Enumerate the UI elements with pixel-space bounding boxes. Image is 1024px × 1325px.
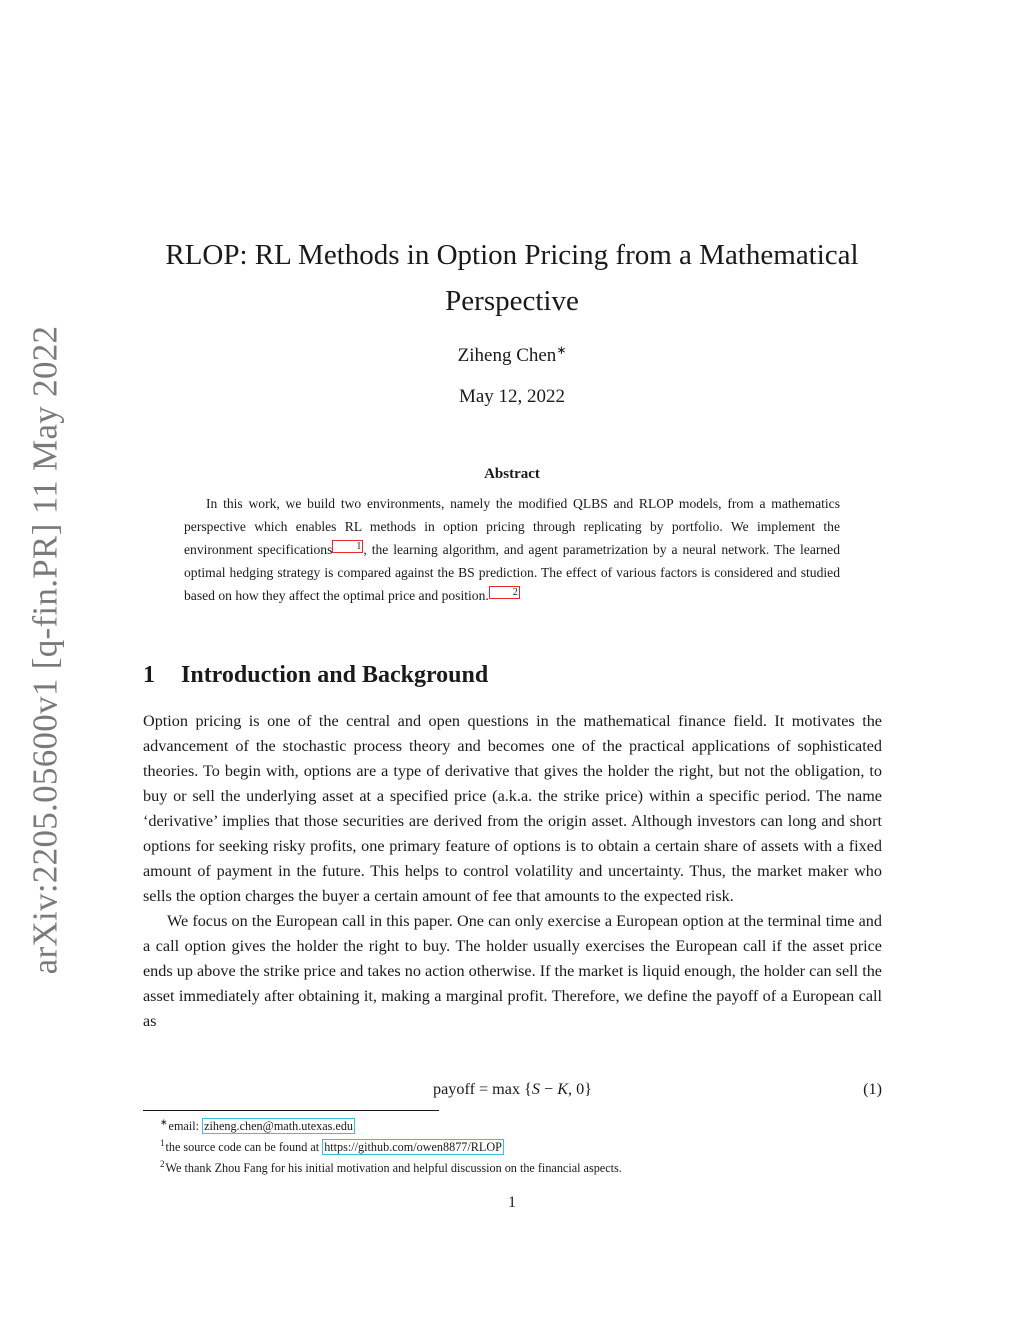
footnote-mark: 1: [160, 1138, 165, 1148]
footnote-email: [160, 1114, 622, 1135]
github-link[interactable]: https://github.com/owen8877/RLOP: [324, 1140, 502, 1154]
footnote-text: email:: [168, 1119, 203, 1133]
equation-number: (1): [863, 1080, 882, 1098]
paper-date: May 12, 2022: [458, 386, 566, 407]
paper-title: RLOP: RL Methods in Option Pricing from a Mathematical Perspective: [165, 239, 859, 317]
footnotes: [160, 1114, 622, 1177]
equation-var-s: S: [531, 1080, 540, 1098]
equation-1: [143, 1080, 882, 1104]
section-number: 1: [143, 662, 155, 688]
footnote-source-code: [160, 1135, 622, 1156]
author-footnote-mark[interactable]: ∗: [556, 343, 567, 357]
abstract-text: [184, 492, 840, 607]
paragraph-1: Option pricing is one of the central and open questions in the mathematical finance field. It motivates the advancement of the stochastic process theory and becomes one of the practical applications of sophisticated theories. To begin with, options are a type of derivative that gives the holder the right, but not the obligation, to buy or sell the underlying asset at a specified price (a.k.a. the strike price) within a specific period. The name ‘derivative’ implies that those securities are derived from the origin asset. Although investors can long and short options for seeking risky profits, one primary feature of options is to obtain a certain share of assets with a fixed amount of payment in the future. This helps to control volatility and uncertainty. Thus, the market maker who sells the option charges the buyer a certain amount of fee that amounts to the expected risk.: [143, 712, 882, 905]
section-heading: [143, 662, 488, 689]
equation-rhs: , 0}: [568, 1080, 592, 1098]
footnote-text: the source code can be found at: [165, 1140, 323, 1154]
author-name: Ziheng Chen: [457, 345, 557, 366]
email-link[interactable]: ziheng.chen@math.utexas.edu: [204, 1119, 354, 1133]
abstract-heading: Abstract: [484, 466, 540, 482]
arxiv-stamp-text: arXiv:2205.05600v1 [q-fin.PR] 11 May 2022: [25, 325, 65, 975]
footnote-mark: 2: [160, 1159, 165, 1169]
footnote-rule: [143, 1110, 439, 1111]
footnote-acknowledgement: [160, 1156, 622, 1177]
section-title: Introduction and Background: [181, 662, 489, 688]
equation-body: [143, 1080, 882, 1099]
equation-minus: −: [539, 1080, 558, 1098]
body-text: [143, 709, 882, 1034]
abstract-part-1: In this work, we build two environments, namely the modified QLBS and RLOP models, from a mathematics perspective which enables RL methods in option pricing through replicating by portfolio. We implement the environment specifications: [184, 496, 840, 557]
author: [0, 343, 1024, 367]
footnote-mark: ∗: [160, 1117, 168, 1127]
page-number: 1: [508, 1194, 516, 1211]
footnote-ref-1[interactable]: 1: [332, 540, 363, 553]
equation-lhs: payoff = max {: [433, 1080, 532, 1098]
footnote-ref-2[interactable]: 2: [489, 586, 520, 599]
abstract-part-2: , the learning algorithm, and agent parametrization by a neural network. The learned optimal hedging strategy is compared against the BS prediction. The effect of various factors is considered and studied based on how they affect the optimal price and position.: [184, 542, 841, 603]
footnote-text: We thank Zhou Fang for his initial motivation and helpful discussion on the financial aspects.: [165, 1161, 622, 1175]
arxiv-stamp: [20, 325, 70, 975]
paragraph-2: We focus on the European call in this paper. One can only exercise a European option at the terminal time and a call option gives the holder the right to buy. The holder usually exercises the European call if the asset price ends up above the strike price and takes no action otherwise. If the market is liquid enough, the holder can sell the asset immediately after obtaining it, making a marginal profit. Therefore, we define the payoff of a European call as: [143, 912, 882, 1030]
equation-var-k: K: [557, 1080, 569, 1098]
